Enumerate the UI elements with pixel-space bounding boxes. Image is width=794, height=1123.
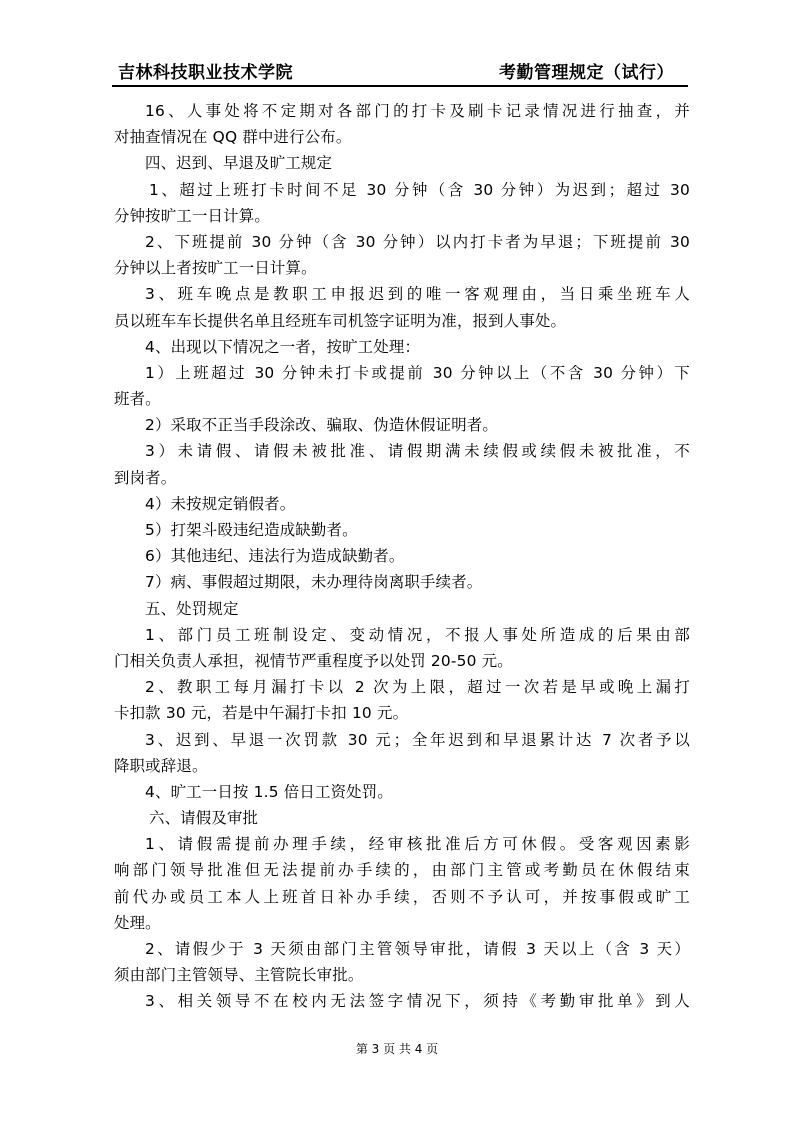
text-line: 1）上班超过 30 分钟未打卡或提前 30 分钟以上（不含 30 分钟）下	[145, 363, 690, 382]
header-org-name: 吉林科技职业技术学院	[118, 63, 293, 83]
text-line: 5）打架斗殴违纪造成缺勤者。	[145, 521, 358, 539]
text-line: 处理。	[114, 913, 161, 932]
text-line: 4、旷工一日按 1.5 倍日工资处罚。	[145, 782, 393, 801]
text-line: 卡扣款 30 元，若是中午漏打卡扣 10 元。	[114, 704, 409, 723]
text-line: 2、教职工每月漏打卡以 2 次为上限，超过一次若是早或晚上漏打	[145, 678, 690, 697]
text-line: 3、相关领导不在校内无法签字情况下，须持《考勤审批单》到人	[145, 992, 690, 1011]
text-line: 降职或辞退。	[114, 756, 208, 775]
text-line: 响部门领导批准但无法提前办手续的，由部门主管或考勤员在休假结束	[114, 861, 690, 880]
text-line: 3）未请假、请假未被批准、请假期满未续假或续假未被批准，不	[145, 442, 690, 461]
header-doc-title: 考勤管理规定（试行）	[499, 63, 674, 83]
document-body	[114, 98, 690, 1015]
text-line: 到岗者。	[114, 468, 177, 487]
text-line: 2、下班提前 30 分钟（含 30 分钟）以内打卡者为早退；下班提前 30	[145, 232, 690, 251]
text-line: 门相关负责人承担，视情节严重程度予以处罚 20-50 元。	[114, 651, 513, 670]
page-header	[112, 56, 688, 86]
text-line: 1、超过上班打卡时间不足 30 分钟（含 30 分钟）为迟到；超过 30	[149, 180, 690, 199]
text-line: 班者。	[114, 390, 161, 409]
section-heading: 五、处罚规定	[145, 599, 239, 618]
text-line: 前代办或员工本人上班首日补办手续，否则不予认可，并按事假或旷工	[114, 887, 690, 906]
text-line: 2、请假少于 3 天须由部门主管领导审批，请假 3 天以上（含 3 天）	[145, 940, 690, 958]
section-heading: 四、迟到、早退及旷工规定	[145, 154, 333, 173]
text-line: 3、迟到、早退一次罚款 30 元；全年迟到和早退累计达 7 次者予以	[145, 730, 690, 749]
text-line: 分钟按旷工一日计算。	[114, 206, 270, 225]
text-line: 分钟以上者按旷工一日计算。	[114, 259, 317, 278]
text-line: 1、请假需提前办理手续，经审核批准后方可休假。受客观因素影	[145, 835, 690, 854]
text-line: 16、人事处将不定期对各部门的打卡及刷卡记录情况进行抽查，并	[145, 102, 690, 120]
text-line: 1、部门员工班制设定、变动情况，不报人事处所造成的后果由部	[145, 625, 690, 644]
text-line: 4、出现以下情况之一者，按旷工处理：	[145, 337, 421, 356]
text-line: 对抽查情况在 QQ 群中进行公布。	[114, 128, 352, 147]
text-line: 3、班车晚点是教职工申报迟到的唯一客观理由，当日乘坐班车人	[145, 285, 690, 304]
text-line: 4）未按规定销假者。	[145, 494, 296, 513]
text-line: 须由部门主管领导、主管院长审批。	[114, 966, 364, 985]
text-line: 6）其他违纪、违法行为造成缺勤者。	[145, 547, 405, 566]
header-rule	[112, 85, 688, 87]
text-line: 7）病、事假超过期限，未办理待岗离职手续者。	[145, 573, 483, 592]
text-line: 2）采取不正当手段涂改、骗取、伪造休假证明者。	[145, 416, 498, 435]
text-line: 员以班车车长提供名单且经班车司机签字证明为准，报到人事处。	[114, 311, 567, 330]
section-heading: 六、请假及审批	[149, 809, 259, 828]
page-number: 第 3 页 共 4 页	[355, 1042, 439, 1056]
